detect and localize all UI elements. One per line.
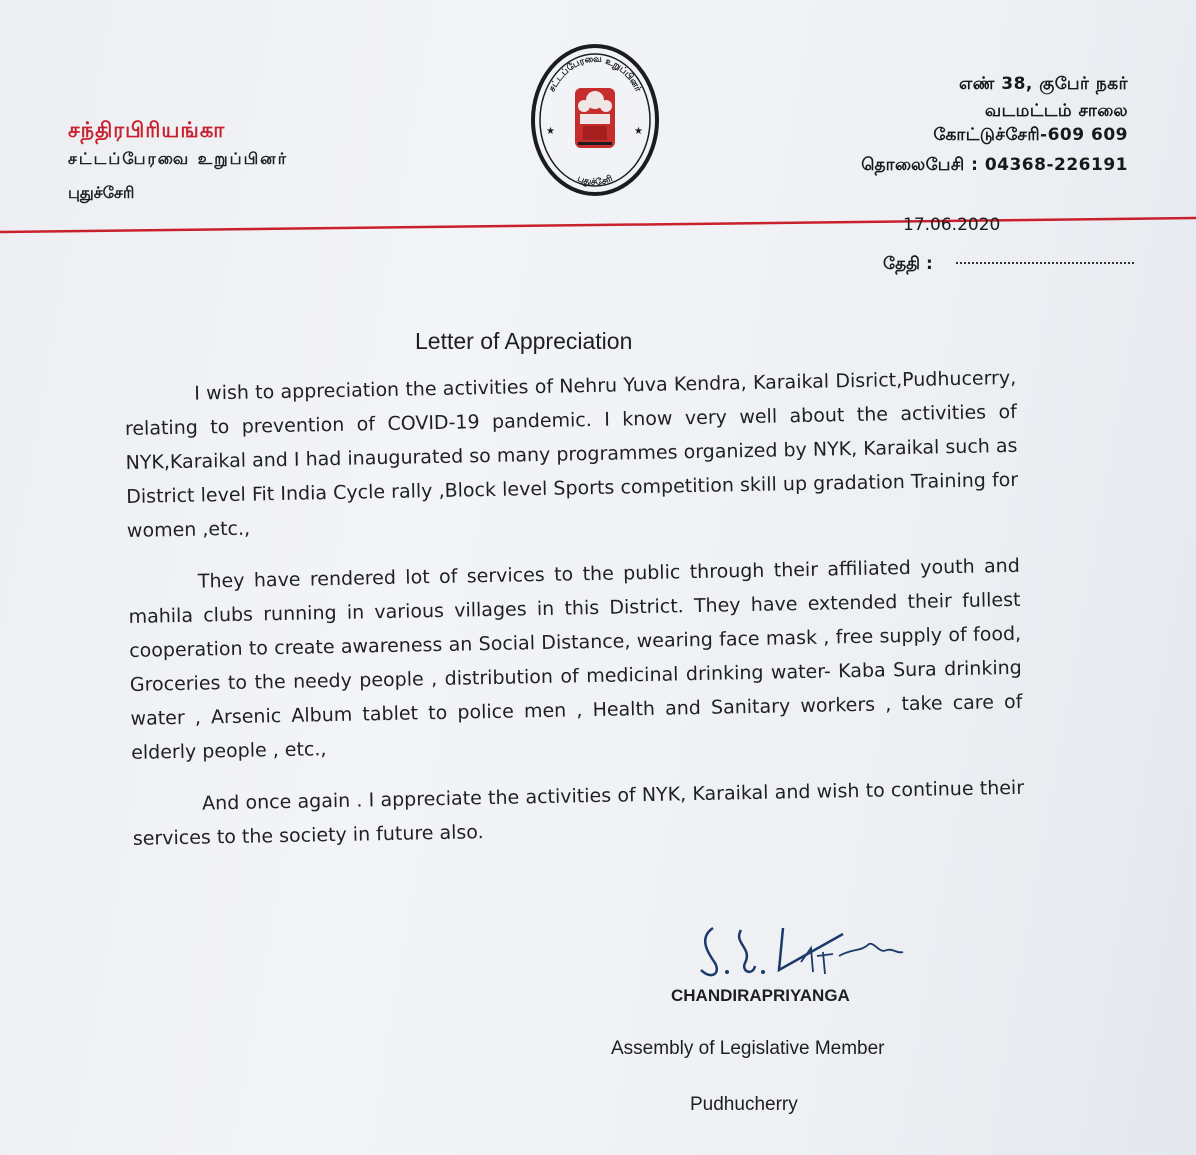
- ashoka-emblem-icon: [575, 88, 615, 148]
- date-label-tamil: தேதி :: [883, 254, 933, 274]
- letter-heading: Letter of Appreciation: [415, 328, 633, 354]
- seal-text-bottom: புதுச்சேரி: [575, 174, 615, 189]
- address-line-2: வடமட்டம் சாலை: [984, 101, 1128, 121]
- sender-place-tamil: புதுச்சேரி: [68, 183, 135, 202]
- sender-title-tamil: சட்டப்பேரவை உறுப்பினர்: [68, 149, 289, 168]
- svg-text:புதுச்சேரி: [576, 173, 615, 188]
- letterhead-divider: [0, 216, 1196, 238]
- date-dotted-line: [956, 262, 1134, 264]
- sender-name-tamil: சந்திரபிரியங்கா: [68, 118, 226, 142]
- svg-text:★: ★: [634, 126, 643, 137]
- address-line-3: கோட்டுச்சேரி-609 609: [933, 125, 1128, 145]
- handwritten-signature: [693, 908, 913, 988]
- letter-date: 17.06.2020: [903, 215, 1001, 235]
- svg-text:★: ★: [546, 126, 555, 137]
- signatory-place: Pudhucherry: [690, 1094, 798, 1115]
- signatory-name: CHANDIRAPRIYANGA: [671, 986, 850, 1005]
- phone-line: தொலைபேசி : 04368-226191: [861, 155, 1128, 175]
- letter-body: [124, 361, 1025, 874]
- letter-paragraph: They have rendered lot of services to the public through their affiliated youth and mahila clubs running in various villages in this District. They have extended their fullest cooperation to create awareness an Social Distance, wearing face mask , free supply of food, Groceries to the needy people , distribution of medicinal drinking water- Kaba Sura drinking water , Arsenic Album tablet to police men , Health and Sanitary workers , take care of elderly people , etc.,: [128, 554, 1023, 764]
- svg-text:சட்டப்பேரவை உறுப்பினர்: [547, 55, 642, 94]
- address-line-1: எண் 38, குபேர் நகர்: [958, 74, 1128, 94]
- seal-text-top: சட்டப்பேரவை உறுப்பினர்: [547, 54, 643, 94]
- letter-paragraph: And once again . I appreciate the activities of NYK, Karaikal and wish to continue their services to the society in future also.: [132, 776, 1025, 850]
- letter-paragraph: I wish to appreciation the activities of Nehru Yuva Kendra, Karaikal Disrict,Pudhucerry, relating to prevention of COVID-19 pandemic. I know very well about the activities of NYK,Karaikal and I had inaugurated so many programmes organized by NYK, Karaikal such as District level Fit India Cycle rally ,Block level Sports competition skill up gradation Training for women ,etc.,: [124, 366, 1019, 542]
- signatory-role: Assembly of Legislative Member: [611, 1038, 885, 1059]
- emblem-seal-icon: [528, 42, 662, 198]
